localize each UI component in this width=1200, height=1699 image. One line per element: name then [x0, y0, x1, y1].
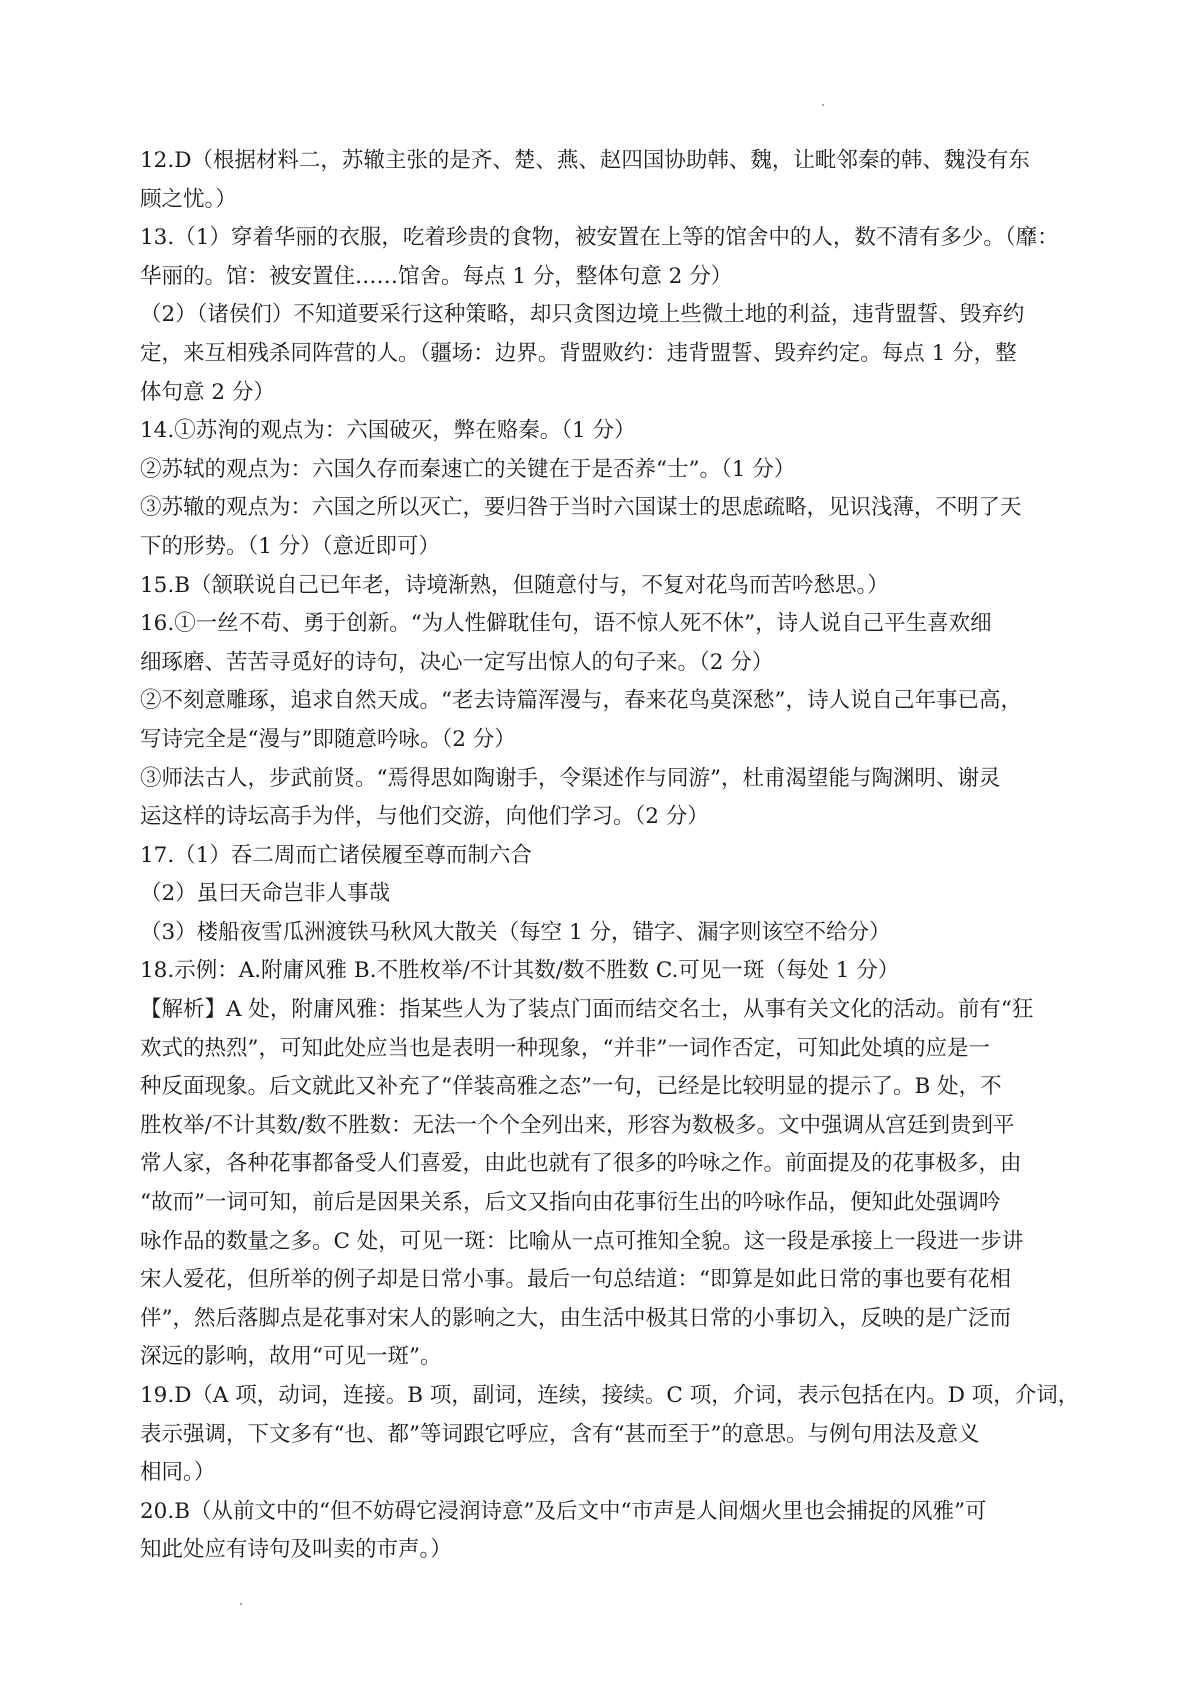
text-line: （2）（诸侯们）不知道要采行这种策略，却只贪图边境上些微土地的利益，违背盟誓、毁弃约: [140, 302, 1025, 328]
text-line: 13.（1）穿着华丽的衣服，吃着珍贵的食物，被安置在上等的馆舍中的人，数不清有多少。（靡：: [140, 225, 1059, 251]
scan-speck: [822, 104, 824, 106]
scan-speck: [240, 1603, 242, 1605]
text-line: ②不刻意雕琢，追求自然天成。“老去诗篇浑漫与，春来花鸟莫深愁”，诗人说自己年事已高，: [140, 688, 1022, 714]
text-line: 宋人爱花，但所举的例子却是日常小事。最后一句总结道：“即算是如此日常的事也要有花相: [140, 1267, 1011, 1293]
text-line: 写诗完全是“漫与”即随意吟咏。（2 分）: [140, 726, 516, 752]
text-line: ②苏轼的观点为：六国久存而秦速亡的关键在于是否养“士”。（1 分）: [140, 456, 796, 482]
text-line: 欢式的热烈”，可知此处应当也是表明一种现象，“并非”一词作否定，可知此处填的应是一: [140, 1035, 990, 1061]
text-line: 常人家，各种花事都备受人们喜爱，由此也就有了很多的吟咏之作。前面提及的花事极多，由: [140, 1151, 1022, 1177]
text-line: 15.B（颔联说自己已年老，诗境渐熟，但随意付与，不复对花鸟而苦吟愁思。）: [140, 572, 889, 598]
text-line: 顾之忧。）: [140, 186, 237, 212]
text-line: 伴”，然后落脚点是花事对宋人的影响之大，由生活中极其日常的小事切入，反映的是广泛而: [140, 1305, 1011, 1331]
text-line: 【解析】A 处，附庸风雅：指某些人为了装点门面而结交名士，从事有关文化的活动。前有“狂: [140, 997, 1034, 1023]
text-line: 18.示例：A.附庸风雅 B.不胜枚举/不计其数/数不胜数 C.可见一斑（每处 1 分）: [140, 958, 900, 984]
text-line: 20.B（从前文中的“但不妨碍它浸润诗意”及后文中“市声是人间烟火里也会捕捉的风雅”可: [140, 1498, 987, 1524]
text-line: 胜枚举/不计其数/数不胜数：无法一个个全列出来，形容为数极多。文中强调从宫廷到贵到平: [140, 1112, 1015, 1138]
text-line: （3）楼船夜雪瓜洲渡铁马秋风大散关（每空 1 分，错字、漏字则该空不给分）: [140, 919, 891, 945]
text-line: ③苏辙的观点为：六国之所以灭亡，要归咎于当时六国谋士的思虑疏略，见识浅薄，不明了天: [140, 495, 1022, 521]
text-line: 细琢磨、苦苦寻觅好的诗句，决心一定写出惊人的句子来。（2 分）: [140, 649, 774, 675]
text-line: 14.①苏洵的观点为：六国破灭，弊在赂秦。（1 分）: [140, 418, 636, 444]
text-line: 体句意 2 分）: [140, 379, 275, 405]
text-line: 运这样的诗坛高手为伴，与他们交游，向他们学习。（2 分）: [140, 804, 709, 830]
text-line: 相同。）: [140, 1460, 216, 1486]
text-line: 17.（1）吞二周而亡诸侯履至尊而制六合: [140, 842, 532, 868]
text-line: （2）虽曰天命岂非人事哉: [140, 881, 391, 907]
answer-key-text: [140, 142, 1100, 1570]
text-line: 知此处应有诗句及叫卖的市声。）: [140, 1537, 452, 1563]
text-line: ③师法古人，步武前贤。“焉得思如陶谢手，令渠述作与同游”，杜甫渴望能与陶渊明、谢灵: [140, 765, 1001, 791]
text-line: 16.①一丝不苟、勇于创新。“为人性僻耽佳句，语不惊人死不休”，诗人说自己平生喜欢细: [140, 611, 992, 637]
text-line: 下的形势。（1 分）（意近即可）: [140, 533, 441, 559]
text-line: “故而”一词可知，前后是因果关系，后文又指向由花事衍生出的吟咏作品，便知此处强调吟: [140, 1190, 1001, 1216]
text-line: 12.D（根据材料二，苏辙主张的是齐、楚、燕、赵四国协助韩、魏，让毗邻秦的韩、魏没有东: [140, 148, 1030, 173]
text-line: 定，来互相残杀同阵营的人。（疆场：边界。背盟败约：违背盟誓、毁弃约定。每点 1 分，整: [140, 340, 1017, 366]
text-line: 19.D（A 项，动词，连接。B 项，副词，连续，接续。C 项，介词，表示包括在内。D 项，介词，: [140, 1383, 1080, 1408]
text-line: 华丽的。馆：被安置住……馆舍。每点 1 分，整体句意 2 分）: [140, 263, 733, 289]
text-line: 咏作品的数量之多。C 处，可见一斑：比喻从一点可推知全貌。这一段是承接上一段进一步讲: [140, 1228, 1024, 1254]
text-line: 种反面现象。后文就此又补充了“佯装高雅之态”一句，已经是比较明显的提示了。B 处，不: [140, 1074, 1002, 1100]
text-line: 深远的影响，故用“可见一斑”。: [140, 1344, 442, 1370]
text-line: 表示强调，下文多有“也、都”等词跟它呼应，含有“甚而至于”的意思。与例句用法及意义: [140, 1421, 980, 1447]
